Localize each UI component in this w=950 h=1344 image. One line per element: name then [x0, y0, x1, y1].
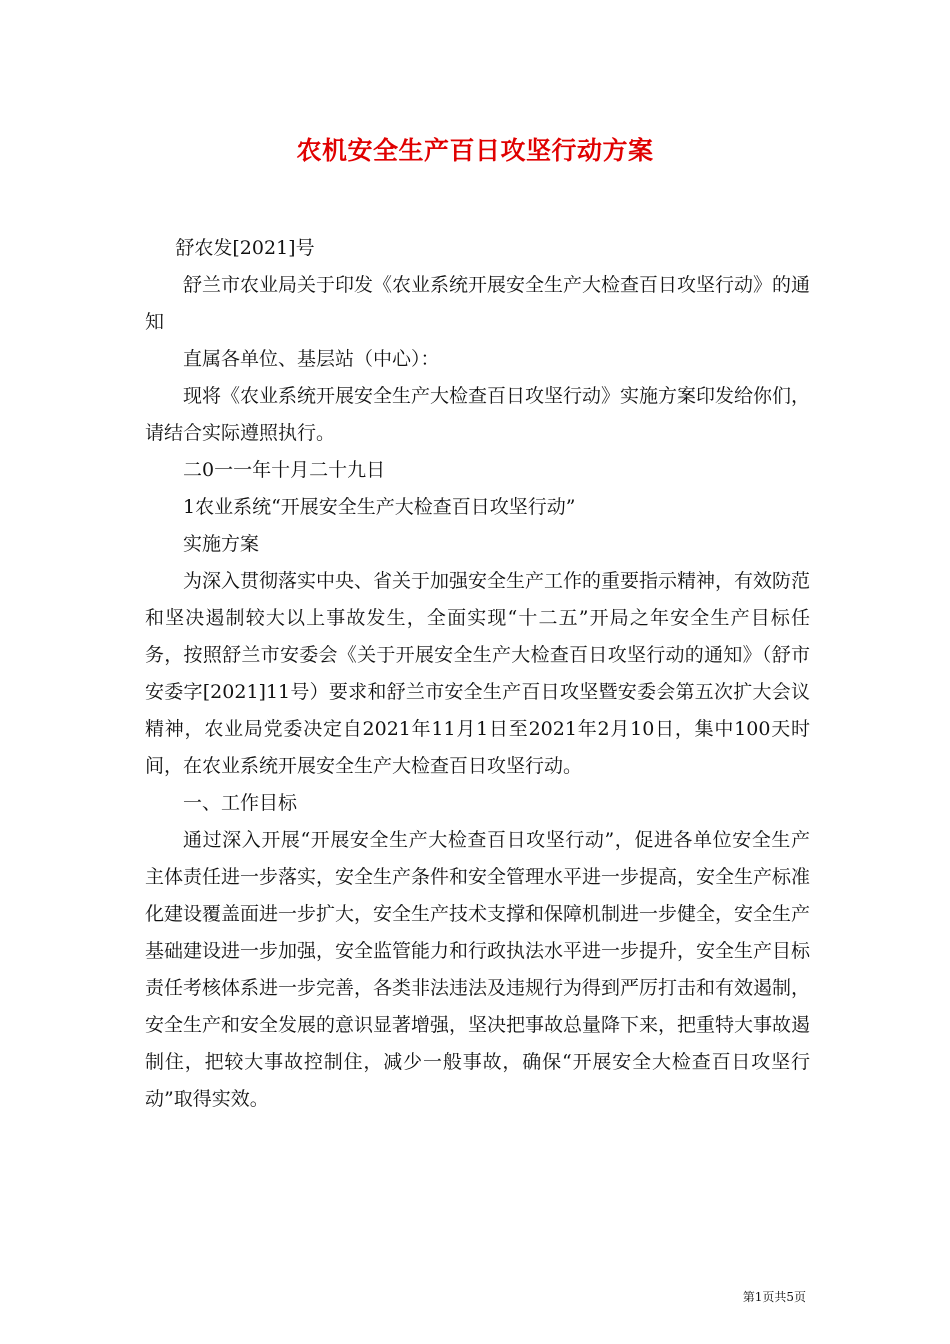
plan-subheading: 实施方案	[183, 533, 260, 555]
intro-paragraph: 为深入贯彻落实中央、省关于加强安全生产工作的重要指示精神，有效防范和坚决遏制较大以上事故发生，全面实现“十二五”开局之年安全生产目标任务，按照舒兰市安委会《关于开展安全生产大检查百日攻坚行动的通知》（舒市安委字[2021]11号）要求和舒兰市安全生产百日攻坚暨安委会第五次扩大会议精神，农业局党委决定自2021年11月1日至2021年2月10日，集中100天时间，在农业系统开展安全生产大检查百日攻坚行动。	[145, 570, 811, 777]
document-body	[145, 230, 810, 1118]
section-heading: 一、工作目标	[183, 792, 298, 814]
page-number: 第1页共5页	[742, 1290, 806, 1304]
goals-paragraph: 通过深入开展“开展安全生产大检查百日攻坚行动”，促进各单位安全生产主体责任进一步落实，安全生产条件和安全管理水平进一步提高，安全生产标准化建设覆盖面进一步扩大，安全生产技术支撑和保障机制进一步健全，安全生产基础建设进一步加强，安全监管能力和行政执法水平进一步提升，安全生产目标责任考核体系进一步完善，各类非法违法及违规行为得到严厉打击和有效遏制，安全生产和安全发展的意识显著增强，坚决把事故总量降下来，把重特大事故遏制住，把较大事故控制住，减少一般事故，确保“开展安全大检查百日攻坚行动”取得实效。	[145, 829, 811, 1110]
notice-heading: 舒兰市农业局关于印发《农业系统开展安全生产大检查百日攻坚行动》的通知	[145, 274, 811, 333]
document-title: 农机安全生产百日攻坚行动方案	[296, 136, 654, 165]
issue-date: 二0一一年十月二十九日	[183, 459, 386, 481]
recipients: 直属各单位、基层站（中心）：	[183, 348, 440, 370]
document-number: 舒农发[2021]号	[175, 237, 315, 259]
notice-body: 现将《农业系统开展安全生产大检查百日攻坚行动》实施方案印发给你们，请结合实际遵照执行。	[145, 385, 811, 444]
plan-heading: 1农业系统“开展安全生产大检查百日攻坚行动”	[183, 496, 576, 518]
